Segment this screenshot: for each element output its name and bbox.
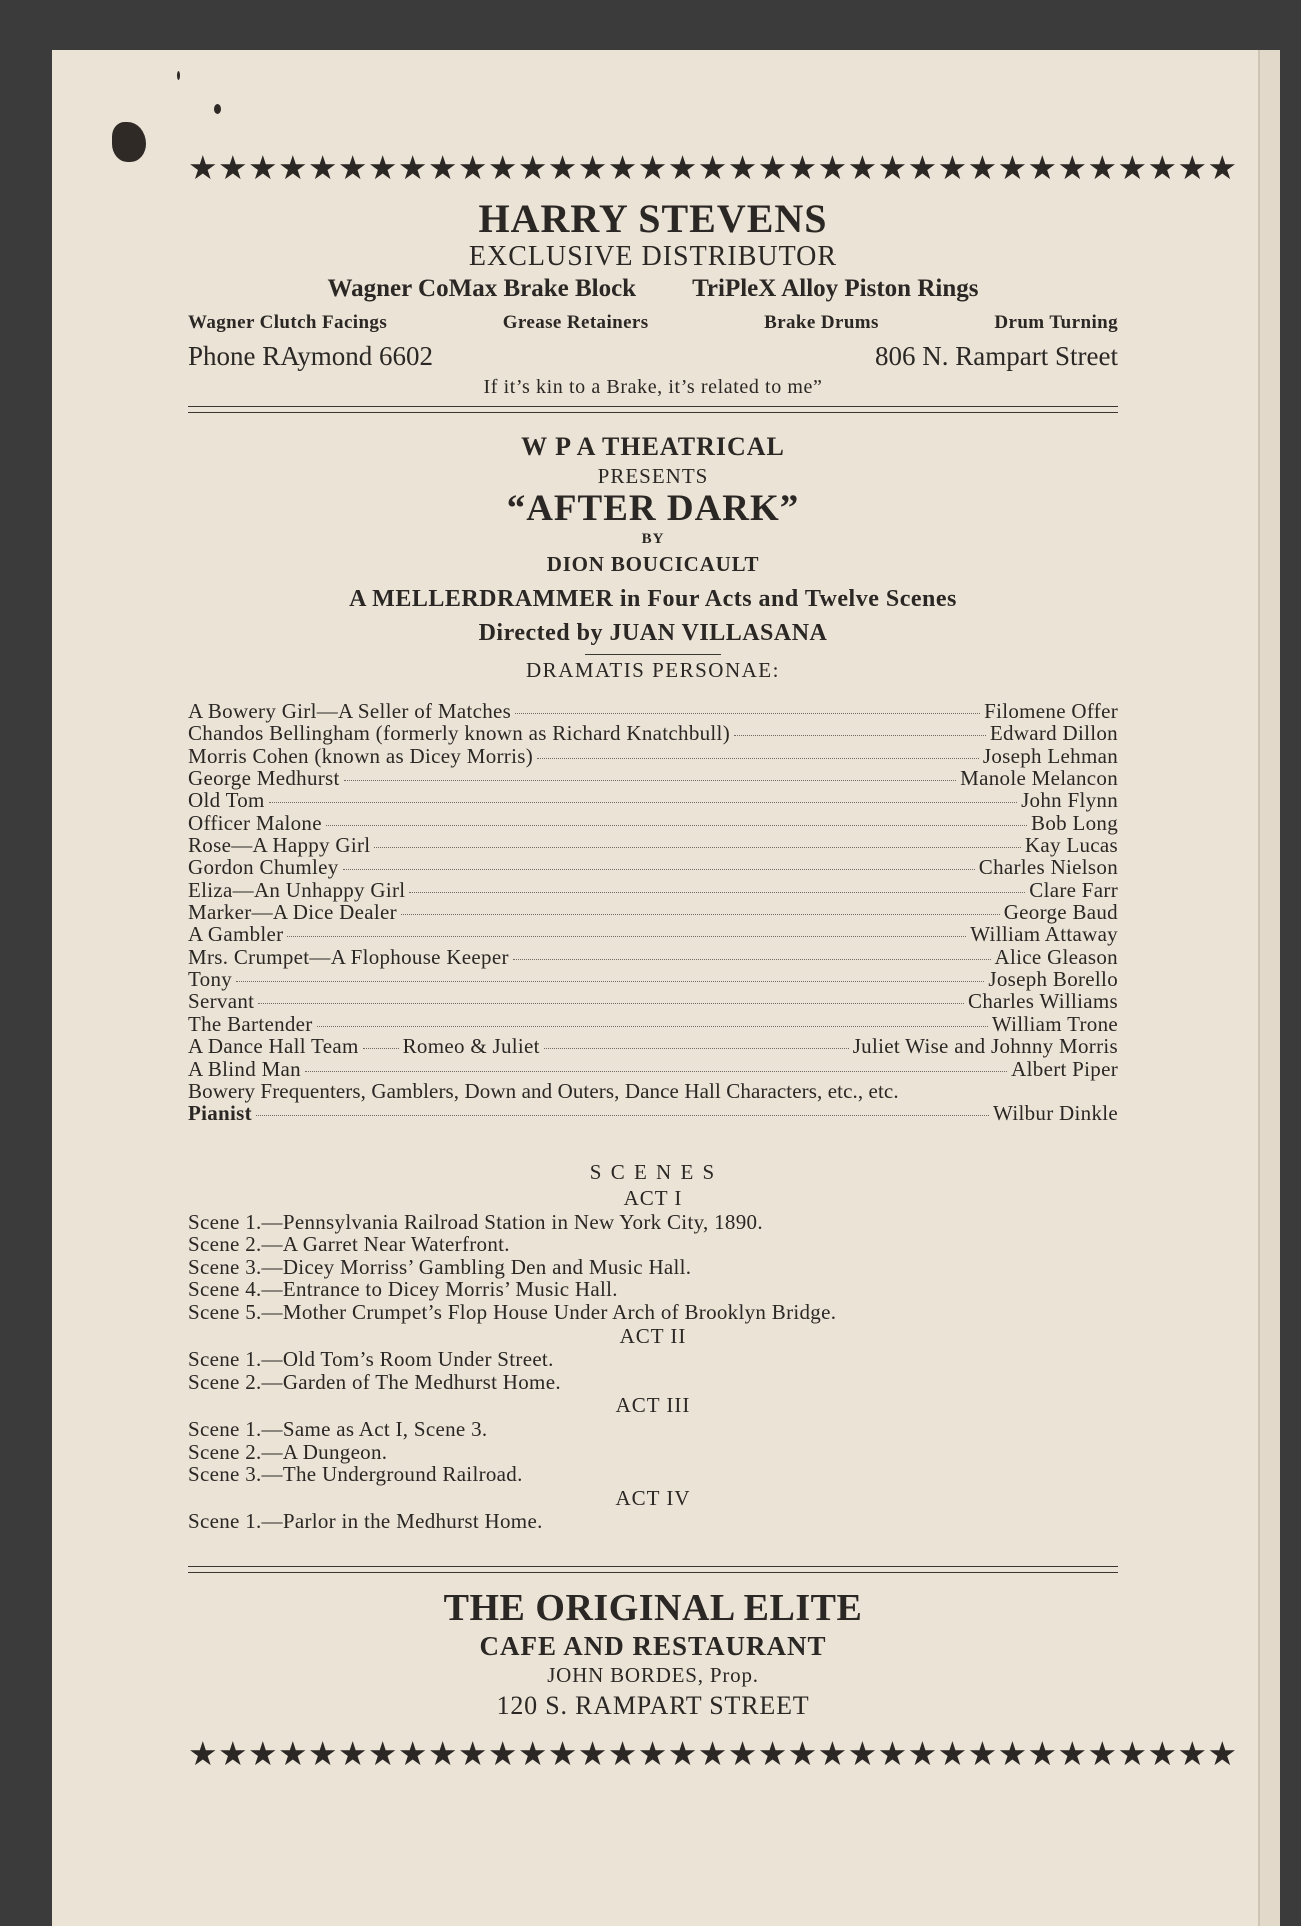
cast-list [188, 700, 1118, 1125]
ad-address: 806 N. Rampart Street [875, 341, 1118, 371]
presents: PRESENTS [597, 464, 709, 488]
ad-product: Brake Drums [764, 312, 879, 333]
cast-row-dance [188, 1035, 1118, 1057]
scene-line: Scene 3.—Dicey Morriss’ Gambling Den and Music Hall. [188, 1254, 692, 1279]
cast-row [188, 1102, 1118, 1124]
role: A Gambler [188, 922, 284, 947]
scene-line: Scene 1.—Same as Act I, Scene 3. [188, 1416, 488, 1441]
actor: Alice Gleason [994, 944, 1118, 969]
actor: Juliet Wise and Johnny Morris [852, 1034, 1118, 1059]
star-border-bottom: ★★★★★★★★★★★★★★★★★★★★★★★★★★★★★★★★★★★ [188, 1734, 1238, 1773]
ad-products-small [188, 306, 1118, 340]
scene-line: Scene 1.—Pennsylvania Railroad Station in New York City, 1890. [188, 1209, 763, 1234]
scene-line: Scene 2.—Garden of The Medhurst Home. [188, 1369, 561, 1394]
role: A Bowery Girl—A Seller of Matches [188, 699, 512, 723]
ink-stain [112, 122, 146, 162]
actor: Bob Long [1031, 810, 1118, 835]
scene-line: Scene 2.—A Garret Near Waterfront. [188, 1232, 510, 1257]
role: Rose—A Happy Girl [188, 833, 371, 858]
author: DION BOUCICAULT [546, 552, 760, 576]
cast-row [188, 923, 1118, 945]
act-label: ACT II [619, 1323, 687, 1348]
role-detail: Romeo & Juliet [402, 1034, 540, 1059]
role: George Medhurst [188, 766, 340, 791]
role: Gordon Chumley [188, 855, 339, 880]
act-label: ACT I [623, 1186, 683, 1210]
cast-row [188, 767, 1118, 789]
role: Mrs. Crumpet—A Flophouse Keeper [188, 944, 509, 969]
cast-extras [188, 1080, 1118, 1102]
scene-line: Scene 1.—Old Tom’s Room Under Street. [188, 1347, 554, 1372]
ink-speck [177, 71, 180, 80]
scene-line: Scene 2.—A Dungeon. [188, 1439, 388, 1464]
cast-row [188, 812, 1118, 834]
role: Morris Cohen (known as Dicey Morris) [188, 743, 533, 768]
play-subtitle: A MELLERDRAMMER in Four Acts and Twelve Scenes [349, 586, 957, 612]
actor: Edward Dillon [989, 721, 1118, 746]
actor: Wilbur Dinkle [993, 1101, 1118, 1126]
role: Servant [188, 989, 255, 1014]
role: A Blind Man [188, 1056, 301, 1081]
actor: Joseph Lehman [982, 743, 1118, 768]
actor: John Flynn [1021, 788, 1118, 813]
ad-address: 120 S. RAMPART STREET [496, 1691, 810, 1720]
ad-title: EXCLUSIVE DISTRIBUTOR [468, 241, 838, 272]
ad-phone: Phone RAymond 6602 [188, 341, 434, 371]
scene-line: Scene 3.—The Underground Railroad. [188, 1462, 523, 1487]
role: A Dance Hall Team [188, 1034, 359, 1059]
double-rule [188, 406, 1118, 413]
presenter: W P A THEATRICAL [521, 432, 785, 461]
by-label: BY [641, 531, 665, 547]
actor: Charles Williams [968, 989, 1118, 1014]
ad-product: Wagner Clutch Facings [188, 312, 388, 333]
act-label: ACT IV [615, 1485, 691, 1510]
play-title: “AFTER DARK” [506, 488, 800, 529]
cast-row [188, 856, 1118, 878]
cast-row [188, 990, 1118, 1012]
actor: Manole Melancon [960, 766, 1118, 791]
actor: William Trone [991, 1011, 1118, 1036]
role: The Bartender [188, 1011, 313, 1036]
role: Marker—A Dice Dealer [188, 900, 397, 925]
play-header [188, 430, 1118, 685]
ad-contact [188, 340, 1118, 372]
actor: Charles Nielson [978, 855, 1118, 880]
cast-row [188, 834, 1118, 856]
ad-proprietor: JOHN BORDES, Prop. [547, 1663, 759, 1687]
actor: Kay Lucas [1024, 833, 1118, 858]
original-elite-ad [188, 1586, 1118, 1724]
harry-stevens-ad [188, 196, 1118, 402]
cast-row [188, 946, 1118, 968]
actor: Joseph Borello [988, 967, 1118, 992]
cast-row [188, 879, 1118, 901]
role: Eliza—An Unhappy Girl [188, 877, 406, 902]
cast-row [188, 789, 1118, 811]
actor: Filomene Offer [984, 699, 1118, 723]
scenes-heading: S C E N E S [589, 1160, 717, 1184]
actor: Clare Farr [1029, 877, 1118, 902]
role: Officer Malone [188, 810, 322, 835]
role: Pianist [188, 1101, 252, 1126]
act-label: ACT III [615, 1393, 691, 1418]
ink-speck [214, 104, 221, 114]
director: Directed by JUAN VILLASANA [478, 620, 828, 646]
ad-product: Grease Retainers [502, 312, 649, 333]
scene-line: Scene 4.—Entrance to Dicey Morris’ Music Hall. [188, 1277, 618, 1302]
cast-row [188, 1013, 1118, 1035]
cast-row [188, 1058, 1118, 1080]
extras: Bowery Frequenters, Gamblers, Down and Outers, Dance Hall Characters, etc., etc. [188, 1078, 899, 1103]
actor: George Baud [1003, 900, 1118, 925]
scene-line: Scene 1.—Parlor in the Medhurst Home. [188, 1509, 543, 1534]
cast-row [188, 901, 1118, 923]
role: Tony [188, 967, 233, 992]
role: Chandos Bellingham (formerly known as Richard Knatchbull) [188, 721, 730, 746]
scene-line: Scene 5.—Mother Crumpet’s Flop House Under Arch of Brooklyn Bridge. [188, 1299, 837, 1324]
ad-product: Wagner CoMax Brake Block [327, 275, 637, 302]
cast-row [188, 722, 1118, 744]
ad-products-main [188, 272, 1118, 306]
cast-row [188, 700, 1118, 722]
role: Old Tom [188, 788, 265, 813]
ad-name: THE ORIGINAL ELITE [443, 1587, 863, 1629]
ad-slogan: If it’s kin to a Brake, it’s related to me” [483, 376, 823, 398]
ad-product: Drum Turning [994, 312, 1118, 333]
cast-row [188, 745, 1118, 767]
ad-product: TriPleX Alloy Piston Rings [692, 275, 979, 302]
cast-heading: DRAMATIS PERSONAE: [526, 658, 780, 682]
scenes-section [188, 1158, 1118, 1533]
double-rule [188, 1566, 1118, 1573]
star-border-top: ★★★★★★★★★★★★★★★★★★★★★★★★★★★★★★★★★★★ [188, 148, 1238, 187]
ad-type: CAFE AND RESTAURANT [479, 1631, 827, 1661]
actor: William Attaway [970, 922, 1118, 947]
actor: Albert Piper [1011, 1056, 1118, 1081]
facing-page-edge [1258, 50, 1280, 1926]
cast-row [188, 968, 1118, 990]
ad-name: HARRY STEVENS [478, 196, 828, 241]
